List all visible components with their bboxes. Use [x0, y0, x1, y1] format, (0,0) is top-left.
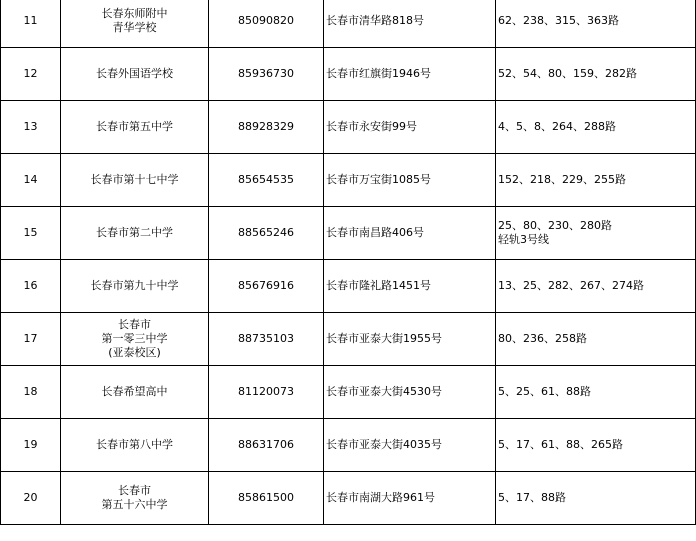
school-name-cell-line: 长春市第八中学 — [96, 438, 173, 451]
phone-cell: 85654535 — [209, 154, 324, 207]
school-name-cell-line: 长春市第二中学 — [96, 226, 173, 239]
phone-cell: 88735103 — [209, 313, 324, 366]
bus-routes-cell — [496, 154, 696, 207]
bus-routes-cell — [496, 48, 696, 101]
school-name-cell — [61, 101, 209, 154]
school-name-cell — [61, 313, 209, 366]
bus-routes-cell-line: 5、25、61、88路 — [498, 385, 591, 398]
phone-cell: 85676916 — [209, 260, 324, 313]
table-body — [1, 0, 696, 525]
school-name-cell-line: 青华学校 — [112, 21, 157, 34]
school-name-cell-line: 长春东师附中 — [101, 7, 168, 20]
address-cell: 长春市南湖大路961号 — [324, 472, 496, 525]
bus-routes-cell-line: 62、238、315、363路 — [498, 14, 619, 27]
table-row — [1, 313, 696, 366]
school-name-cell — [61, 0, 209, 48]
row-number-cell: 13 — [1, 101, 61, 154]
table-row — [1, 154, 696, 207]
bus-routes-cell — [496, 0, 696, 48]
table-row — [1, 419, 696, 472]
phone-cell: 88928329 — [209, 101, 324, 154]
address-cell: 长春市清华路818号 — [324, 0, 496, 48]
address-cell: 长春市亚泰大街4035号 — [324, 419, 496, 472]
phone-cell: 85861500 — [209, 472, 324, 525]
row-number-cell: 14 — [1, 154, 61, 207]
bus-routes-cell — [496, 366, 696, 419]
school-name-cell-line: 第一零三中学 — [101, 332, 168, 345]
table-row — [1, 366, 696, 419]
bus-routes-cell-line: 5、17、88路 — [498, 491, 566, 504]
school-name-cell-line: (亚泰校区) — [108, 346, 161, 359]
school-name-cell-line: 长春市第五中学 — [96, 120, 173, 133]
phone-cell: 88565246 — [209, 207, 324, 260]
phone-cell: 85090820 — [209, 0, 324, 48]
bus-routes-cell-line: 13、25、282、267、274路 — [498, 279, 644, 292]
bus-routes-cell-line: 52、54、80、159、282路 — [498, 67, 637, 80]
row-number-cell: 16 — [1, 260, 61, 313]
school-name-cell — [61, 419, 209, 472]
school-name-cell-line: 长春希望高中 — [101, 385, 168, 398]
bus-routes-cell-line: 80、236、258路 — [498, 332, 587, 345]
bus-routes-cell-line: 4、5、8、264、288路 — [498, 120, 616, 133]
row-number-cell: 11 — [1, 0, 61, 48]
school-name-cell — [61, 366, 209, 419]
school-name-cell-line: 长春市 — [118, 318, 151, 331]
address-cell: 长春市南昌路406号 — [324, 207, 496, 260]
school-name-cell-line: 长春市第九十中学 — [90, 279, 179, 292]
school-name-cell — [61, 260, 209, 313]
table-row — [1, 101, 696, 154]
school-name-cell-line: 第五十六中学 — [101, 498, 168, 511]
table-row — [1, 260, 696, 313]
bus-routes-cell — [496, 260, 696, 313]
bus-routes-cell-line: 152、218、229、255路 — [498, 173, 626, 186]
bus-routes-cell-line: 25、80、230、280路 — [498, 219, 612, 232]
bus-routes-cell — [496, 207, 696, 260]
school-name-cell — [61, 48, 209, 101]
phone-cell: 81120073 — [209, 366, 324, 419]
row-number-cell: 18 — [1, 366, 61, 419]
table-row — [1, 472, 696, 525]
address-cell: 长春市红旗街1946号 — [324, 48, 496, 101]
phone-cell: 88631706 — [209, 419, 324, 472]
school-name-cell-line: 长春外国语学校 — [96, 67, 173, 80]
address-cell: 长春市亚泰大街4530号 — [324, 366, 496, 419]
school-name-cell-line: 长春市第十七中学 — [90, 173, 179, 186]
row-number-cell: 15 — [1, 207, 61, 260]
school-name-cell — [61, 472, 209, 525]
bus-routes-cell — [496, 419, 696, 472]
address-cell: 长春市永安街99号 — [324, 101, 496, 154]
address-cell: 长春市亚泰大街1955号 — [324, 313, 496, 366]
school-name-cell-line: 长春市 — [118, 484, 151, 497]
address-cell: 长春市隆礼路1451号 — [324, 260, 496, 313]
bus-routes-cell — [496, 313, 696, 366]
row-number-cell: 12 — [1, 48, 61, 101]
row-number-cell: 17 — [1, 313, 61, 366]
school-name-cell — [61, 207, 209, 260]
table-row — [1, 207, 696, 260]
table-row — [1, 48, 696, 101]
bus-routes-cell-line: 轻轨3号线 — [498, 233, 549, 246]
row-number-cell: 20 — [1, 472, 61, 525]
bus-routes-cell — [496, 101, 696, 154]
address-cell: 长春市万宝街1085号 — [324, 154, 496, 207]
bus-routes-cell-line: 5、17、61、88、265路 — [498, 438, 623, 451]
row-number-cell: 19 — [1, 419, 61, 472]
school-name-cell — [61, 154, 209, 207]
table-row — [1, 0, 696, 48]
phone-cell: 85936730 — [209, 48, 324, 101]
bus-routes-cell — [496, 472, 696, 525]
